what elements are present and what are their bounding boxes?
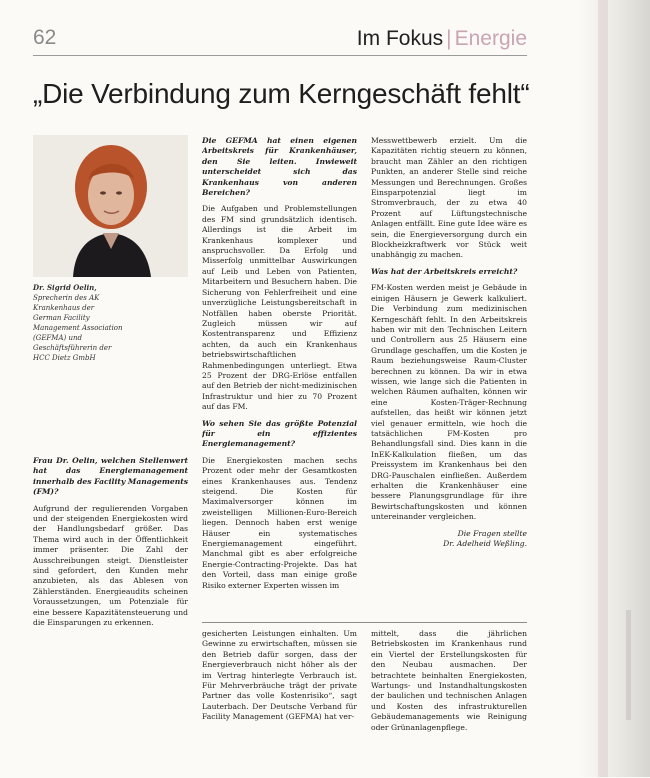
interview-question-1: Frau Dr. Oelin, welchen Stellenwert hat das Energiemanagement innerhalb des Facility Managements (FM)? — [33, 456, 188, 497]
section-header — [357, 27, 527, 51]
page-number: 62 — [33, 26, 57, 49]
column-1 — [33, 456, 188, 778]
section-subtitle: Energie — [454, 27, 527, 50]
photo-caption — [33, 283, 123, 363]
caption-role: Sprecherin des AK Krankenhaus der German Facility Management Association (GEFMA) und Geschäftsführerin der HCC Dietz GmbH — [33, 294, 123, 362]
page-edge-strip — [598, 0, 608, 777]
signature-name: Dr. Adelheid Weßling. — [443, 539, 527, 549]
interview-answer-2: Die Aufgaben und Problemstellungen des FM sind grundsätzlich identisch. Allerdings ist die Arbeit im Krankenhaus komplexer und anspruchsvoller. Da Erfolg und Misserfolg unmittelbar Auswirkungen auf Leib und Leben von Patienten, Mitarbeitern und Besuchern haben. Die Sicherung von Fehlerfreiheit und eine unverzügliche Leistungsbereitschaft in Notfällen haben oberste Priorität. Zugleich müssen wir auf Kostentransparenz und Effizienz achten, da auch ein Krankenhaus betriebswirtschaftlichen Rahmenbedingungen unterliegt. Etwa 25 Prozent der DRG-Erlöse entfallen auf den Betrieb der nicht-medizinischen Infrastruktur und hier zu 70 Prozent auf das FM. — [202, 204, 357, 412]
page-gutter-shadow — [578, 0, 650, 777]
interview-question-4: Was hat der Arbeitskreis erreicht? — [371, 266, 518, 276]
article-column-2 — [202, 629, 357, 778]
interview-question-3: Wo sehen Sie das größte Potenzial für ein effizientes Energiemanagement? — [202, 418, 357, 449]
caption-name: Dr. Sigrid Oelin, — [33, 283, 97, 292]
page-edge-mark — [626, 610, 631, 720]
interview-answer-3: Die Energiekosten machen sechs Prozent oder mehr der Gesamtkosten eines Krankenhauses aus. Tendenz steigend. Die Kosten für Maximalversorger können im zweistelligen Millionen-Euro-Bereich liegen. Dennoch haben erst wenige Häuser ein systematisches Energiemanagement eingeführt. Manchmal gibt es aber erfolgreiche Energie-Contracting-Projekte. Das hat den Vorteil, dass man einige große Risiko externer Experten wissen im — [202, 455, 357, 590]
interview-answer-3-cont: Messwettbewerb erzielt. Um die Kapazitäten richtig steuern zu können, braucht man Zähler an den richtigen Punkten, an anderer Stelle sind reiche Messungen und Berechnungen. Großes Einsparpotenzial liegt im Stromverbrauch, der zu etwa 40 Prozent auf Lüftungstechnische Anlagen entfällt. Eine gute Idee wäre es sein, die Energieversorgung durch ein Blockheizkraftwerk vor Stück weit unabhängig zu machen. — [371, 136, 527, 260]
portrait-image — [33, 135, 188, 277]
article-column-3 — [371, 629, 527, 778]
header-rule — [33, 55, 527, 56]
interviewer-signature — [371, 529, 527, 550]
section-separator: | — [446, 27, 452, 50]
article-text-3: mittelt, dass die jährlichen Betriebskosten im Krankenhaus rund ein Viertel der Erstellungskosten für den Neubau ausmachen. Der betrachtete beinhalten Energiekosten, Wartungs- und Instandhaltungskosten der baulichen und technischen Anlagen und Kosten des infrastrukturellen Gebäudemanagements wie Reinigung oder Grünanlagenpflege. — [371, 629, 527, 732]
column-3 — [371, 136, 527, 618]
box-divider — [202, 622, 527, 623]
signature-role: Die Fragen stellte — [457, 528, 527, 538]
column-2 — [202, 136, 357, 618]
portrait-photo — [33, 135, 188, 277]
interview-intro-question: Die GEFMA hat einen eigenen Arbeitskreis für Krankenhäuser, den Sie leiten. Inwieweit unterscheidet sich das Krankenhaus von anderen Bereichen? — [202, 136, 357, 198]
interview-answer-4: FM-Kosten werden meist je Gebäude in einigen Häusern je Gewerk kalkuliert. Die Verbindung zum medizinischen Kerngeschäft fehlt. In den Arbeitskreis haben wir mit den Technischen Leitern und Controllern aus 25 Häusern eine Grundlage geschaffen, um die Kosten je Raum beziehungsweise Raum-Cluster berechnen zu können. Da wir in etwa wissen, wie lange sich die Patienten in welchen Räumen aufhalten, können wir eine Kosten-Träger-Rechnung aufstellen, das heißt wir können jetzt viel genauer ermitteln, wie hoch die tatsächlichen FM-Kosten pro Behandlungsfall sind. Dies kann in die InEK-Kalkulation fließen, um das Preissystem im Krankenhaus bei den DRG-Pauschalen einfließen. Außerdem erhalten die Krankenhäuser eine bessere Planungsgrundlage für ihre Bewirtschaftungskosten und können untereinander vergleichen. — [371, 283, 527, 522]
interview-answer-1: Aufgrund der regulierenden Vorgaben und der steigenden Energiekosten wird der Handlungsbedarf größer. Das Thema wird auch in der Öffentlichkeit immer präsenter. Die Zahl der Ausschreibungen steigt. Dienstleister sind gefordert, den Kunden mehr anzubieten, als das Ablesen von Zählerständen. Energieaudits scheinen Voraussetzungen, um Potenziale für eine bessere Kapazitätensteuerung und die Einsparungen zu erkennen. — [33, 503, 188, 628]
section-title: Im Fokus — [356, 27, 444, 50]
article-headline: „Die Verbindung zum Kerngeschäft fehlt“ — [33, 78, 530, 109]
article-text-2: gesicherten Leistungen einhalten. Um Gewinne zu erwirtschaften, müssen sie den Betrieb dafür sorgen, dass der Energieverbrauch nicht höher als der im Vertrag hinterlegte Verbrauch ist. Für Mehrverbräuche trägt der private Partner das volle Kostenrisiko“, sagt Lauterbach. Der Deutsche Verband für Facility Management (GEFMA) hat ver- — [202, 629, 357, 722]
